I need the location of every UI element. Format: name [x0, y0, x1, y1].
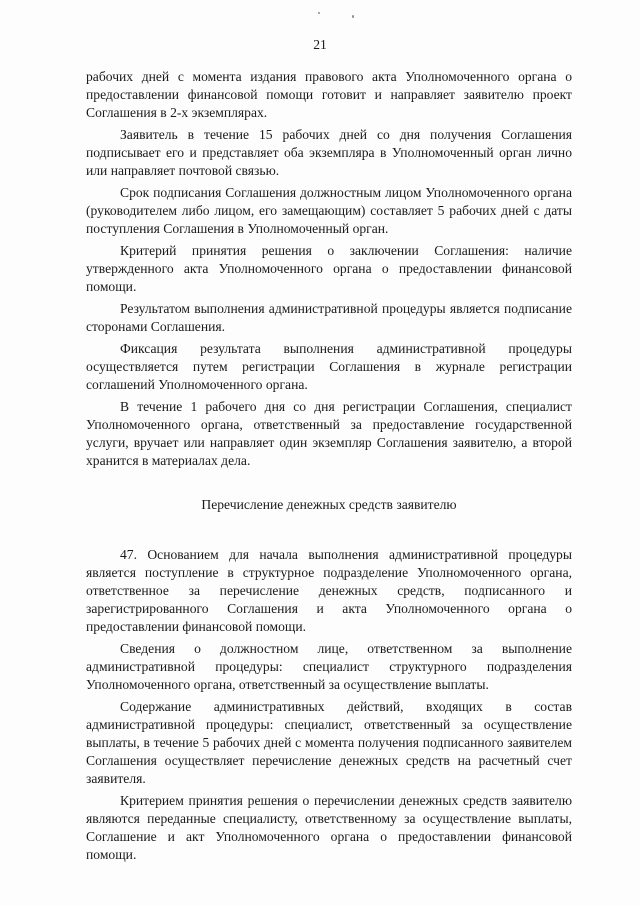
- page-number: 21: [313, 37, 327, 52]
- section-heading: Перечисление денежных средств заявителю: [201, 497, 457, 512]
- paragraph-result-recording: Фиксация результата выполнения административной процедуры осуществляется путем регистрации Соглашения в журнале регистрации соглашений Уполномоченного органа.: [86, 341, 572, 392]
- paragraph-continuation: рабочих дней с момента издания правового акта Уполномоченного органа о предоставлении финансовой помощи готовит и направляет заявителю проект Соглашения в 2-х экземплярах.: [86, 69, 572, 120]
- paragraph-administrative-actions: Содержание административных действий, входящих в состав административной процедуры: специалист, ответственный за осуществление выплаты, в течение 5 рабочих дней с момента получения подписанного заявителем Соглашения осуществляет перечисление денежных средств на расчетный счет заявителя.: [86, 699, 572, 786]
- paragraph-signing-by-applicant: Заявитель в течение 15 рабочих дней со дня получения Соглашения подписывает его и представляет оба экземпляра в Уполномоченный орган лично или направляет почтовой связью.: [86, 127, 572, 178]
- paragraph-signing-deadline: Срок подписания Соглашения должностным лицом Уполномоченного органа (руководителем либо лицом, его замещающим) составляет 5 рабочих дней с даты поступления Соглашения в Уполномоченный орган.: [86, 185, 572, 236]
- document-body: [86, 68, 572, 868]
- scan-speck: [352, 15, 354, 18]
- paragraph-responsible-official: Сведения о должностном лице, ответственном за выполнение административной процедуры: специалист структурного подразделения Уполномоченного органа, ответственный за осуществление выплаты.: [86, 641, 572, 692]
- paragraph-47-basis: 47. Основанием для начала выполнения административной процедуры является поступление в структурное подразделение Уполномоченного органа, ответственное за перечисление денежных средств, подписанного и зарегистрированного Соглашения и акта Уполномоченного органа о предоставлении финансовой помощи.: [86, 547, 572, 634]
- scan-speck: [318, 12, 320, 14]
- paragraph-decision-criterion: Критерий принятия решения о заключении Соглашения: наличие утвержденного акта Уполномоченного органа о предоставлении финансовой помощи.: [86, 243, 572, 294]
- paragraph-procedure-result: Результатом выполнения административной процедуры является подписание сторонами Соглашения.: [86, 301, 572, 334]
- paragraph-transfer-criterion: Критерием принятия решения о перечислении денежных средств заявителю являются переданные специалисту, ответственному за осуществление выплаты, Соглашение и акт Уполномоченного органа о предоставлении финансовой помощи.: [86, 793, 572, 862]
- paragraph-agreement-delivery: В течение 1 рабочего дня со дня регистрации Соглашения, специалист Уполномоченного органа, ответственный за предоставление государственной услуги, вручает или направляет один экземпляр Соглашения заявителю, а второй хранится в материалах дела.: [86, 399, 572, 468]
